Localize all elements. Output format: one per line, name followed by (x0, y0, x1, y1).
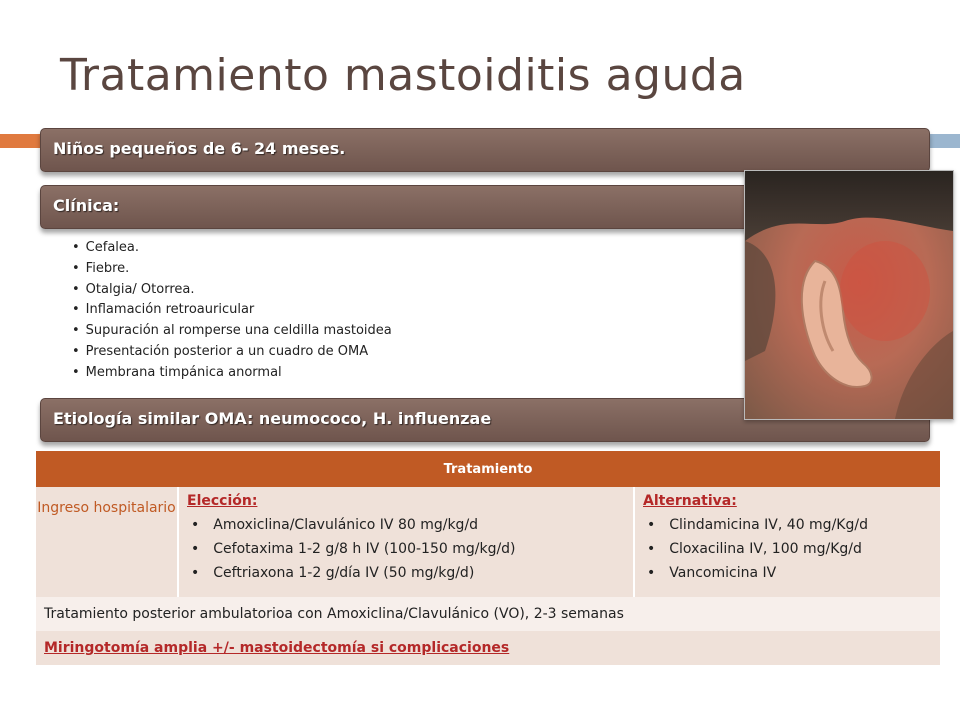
list-item: • Cefalea. (72, 238, 392, 259)
clinical-photo (744, 170, 954, 420)
list-item: • Cefotaxima 1-2 g/8 h IV (100-150 mg/kg/d) (187, 537, 633, 561)
eleccion-list (187, 513, 633, 585)
ear-image (745, 171, 953, 419)
list-item: • Otalgia/ Otorrea. (72, 280, 392, 301)
list-item: • Presentación posterior a un cuadro de OMA (72, 342, 392, 363)
table-header: Tratamiento (36, 451, 940, 487)
list-item: • Clindamicina IV, 40 mg/Kg/d (643, 513, 940, 537)
alternativa-list (643, 513, 940, 585)
etiologia-band: Etiología similar OMA: neumococo, H. influenzae (40, 398, 930, 442)
table-row (36, 597, 940, 631)
age-band: Niños pequeños de 6- 24 meses. (40, 128, 930, 172)
clinica-band: Clínica: (40, 185, 930, 229)
eleccion-label: Elección: (187, 493, 258, 509)
list-item: • Supuración al romperse una celdilla mastoidea (72, 321, 392, 342)
ingreso-cell: Ingreso hospitalario (36, 487, 178, 597)
eleccion-cell (178, 487, 634, 597)
slide-title: Tratamiento mastoiditis aguda (60, 50, 746, 101)
list-item: • Vancomicina IV (643, 561, 940, 585)
list-item: • Membrana timpánica anormal (72, 363, 392, 384)
alternativa-label: Alternativa: (643, 493, 737, 509)
list-item: • Amoxiclina/Clavulánico IV 80 mg/kg/d (187, 513, 633, 537)
cirugia-cell: Miringotomía amplia +/- mastoidectomía si complicaciones (36, 631, 940, 665)
posterior-cell: Tratamiento posterior ambulatorioa con Amoxiclina/Clavulánico (VO), 2-3 semanas (36, 597, 940, 631)
list-item: • Ceftriaxona 1-2 g/día IV (50 mg/kg/d) (187, 561, 633, 585)
list-item: • Inflamación retroauricular (72, 300, 392, 321)
accent-bar-right (928, 134, 960, 148)
list-item: • Cloxacilina IV, 100 mg/Kg/d (643, 537, 940, 561)
list-item: • Fiebre. (72, 259, 392, 280)
table-row (36, 631, 940, 665)
table-header-row (36, 451, 940, 487)
table-row (36, 487, 940, 597)
treatment-table (36, 451, 940, 665)
clinica-list (72, 238, 392, 384)
alternativa-cell (634, 487, 940, 597)
